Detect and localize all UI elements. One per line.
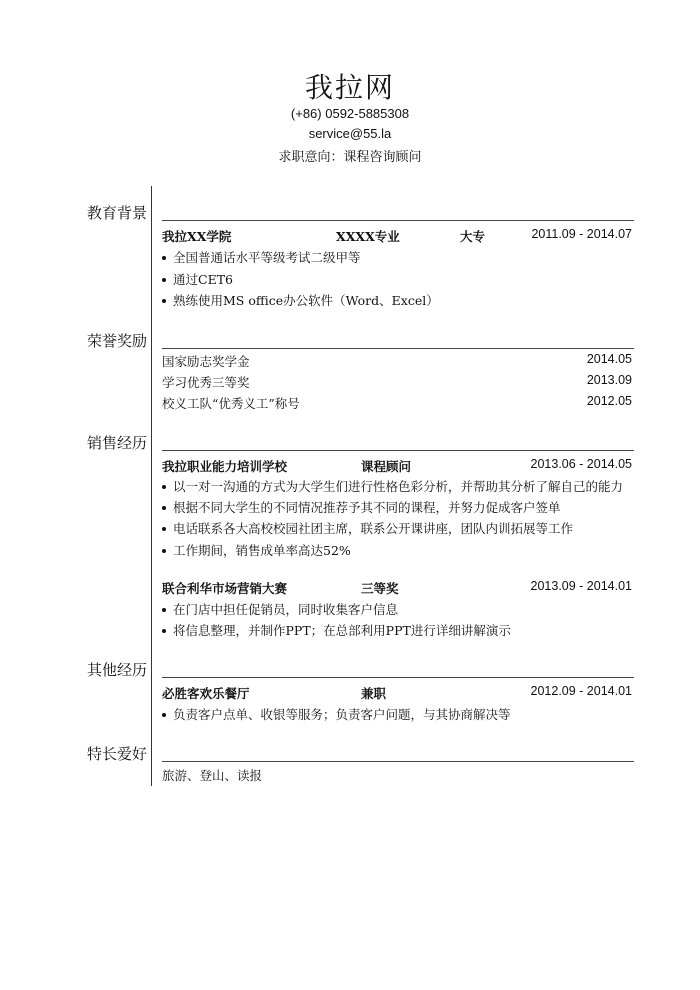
honor-date: 2013.09 bbox=[586, 373, 632, 387]
list-item: 通过CET6 bbox=[162, 270, 233, 288]
education-date: 2011.09 - 2014.07 bbox=[531, 227, 632, 241]
section-rule bbox=[162, 761, 634, 762]
list-item: 以一对一沟通的方式为大学生们进行性格色彩分析，并帮助其分析了解自己的能力 bbox=[162, 477, 623, 495]
other-org: 必胜客欢乐餐厅 bbox=[162, 686, 250, 701]
education-school: 我拉XX学院 bbox=[162, 229, 232, 244]
education-major: XXXX专业 bbox=[336, 229, 400, 244]
section-title-education: 教育背景 bbox=[87, 204, 148, 222]
honor-name: 学习优秀三等奖 bbox=[162, 375, 250, 390]
section-title-sales: 销售经历 bbox=[87, 434, 148, 452]
sales-date: 2013.06 - 2014.05 bbox=[530, 457, 632, 471]
section-title-other: 其他经历 bbox=[87, 661, 148, 679]
sales-date: 2013.09 - 2014.01 bbox=[530, 579, 632, 593]
list-item: 将信息整理，并制作PPT；在总部利用PPT进行详细讲解演示 bbox=[162, 621, 511, 639]
section-title-hobbies: 特长爱好 bbox=[87, 745, 148, 763]
list-item: 根据不同大学生的不同情况推荐予其不同的课程，并努力促成客户签单 bbox=[162, 498, 561, 516]
list-item: 负责客户点单、收银等服务；负责客户问题，与其协商解决等 bbox=[162, 705, 511, 723]
sales-role: 三等奖 bbox=[361, 581, 399, 596]
other-role: 兼职 bbox=[361, 686, 387, 701]
phone-number: (+86) 0592-5885308 bbox=[290, 106, 410, 121]
section-rule bbox=[162, 677, 634, 678]
sales-role: 课程顾问 bbox=[361, 459, 412, 474]
list-item: 全国普通话水平等级考试二级甲等 bbox=[162, 248, 361, 266]
job-intent: 求职意向：课程咨询顾问 bbox=[278, 150, 422, 165]
list-item: 在门店中担任促销员，同时收集客户信息 bbox=[162, 600, 398, 618]
list-item: 电话联系各大高校校园社团主席，联系公开课讲座，团队内训拓展等工作 bbox=[162, 519, 573, 537]
section-rule bbox=[162, 220, 634, 221]
email-address: service@55.la bbox=[308, 126, 392, 141]
hobbies-text: 旅游、登山、读报 bbox=[162, 768, 263, 783]
education-degree: 大专 bbox=[460, 229, 486, 244]
list-item: 工作期间，销售成单率高达52% bbox=[162, 541, 351, 559]
honor-name: 国家励志奖学金 bbox=[162, 354, 250, 369]
section-title-honors: 荣誉奖励 bbox=[87, 332, 148, 350]
vertical-divider bbox=[151, 186, 152, 786]
section-rule bbox=[162, 348, 634, 349]
sales-org: 我拉职业能力培训学校 bbox=[162, 459, 288, 474]
honor-date: 2012.05 bbox=[586, 394, 632, 408]
candidate-name: 我拉网 bbox=[304, 71, 395, 104]
honor-date: 2014.05 bbox=[586, 352, 632, 366]
list-item: 熟练使用MS office办公软件（Word、Excel） bbox=[162, 291, 439, 309]
other-date: 2012.09 - 2014.01 bbox=[530, 684, 632, 698]
honor-name: 校义工队“优秀义工”称号 bbox=[162, 396, 300, 411]
section-rule bbox=[162, 450, 634, 451]
sales-org: 联合利华市场营销大赛 bbox=[162, 581, 288, 596]
